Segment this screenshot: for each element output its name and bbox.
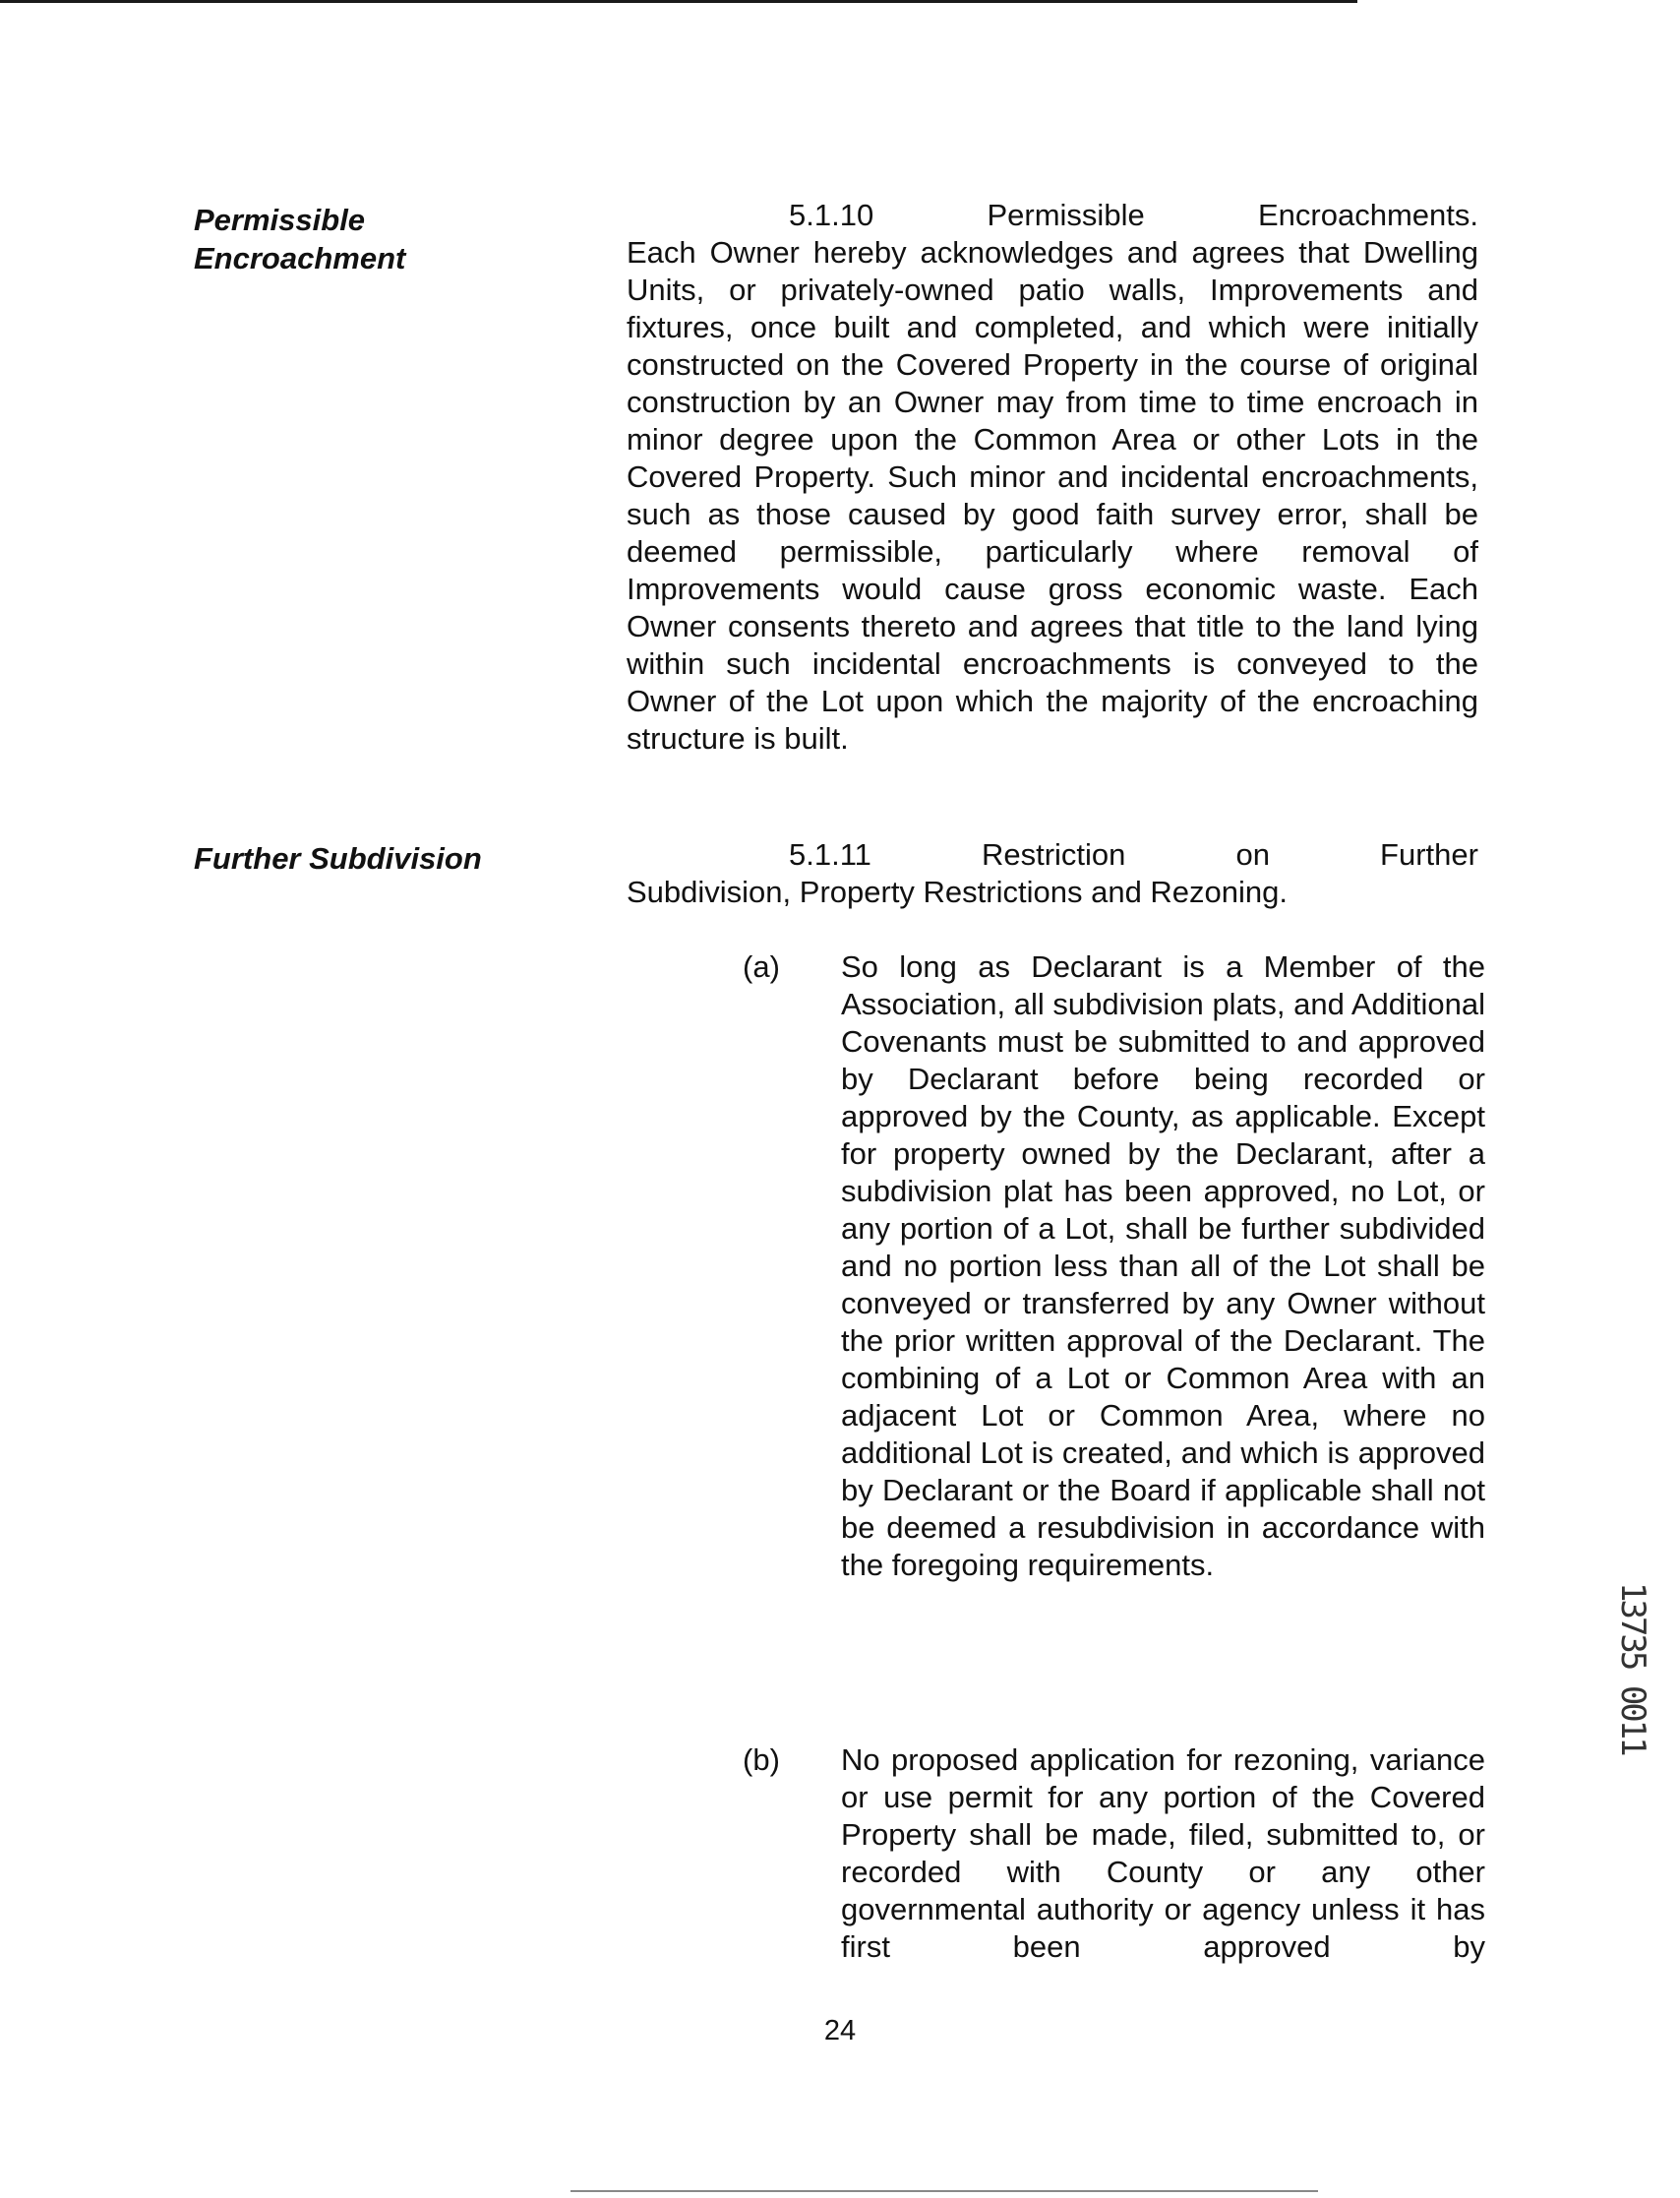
margin-heading-permissible-encroachment: Permissible Encroachment <box>194 203 406 275</box>
section-5-1-10 <box>627 197 1478 758</box>
section-title-word: Permissible <box>987 198 1145 232</box>
recording-number-stamp: 13735 0011 <box>1613 1582 1652 1754</box>
section-title-word: on <box>1235 837 1270 872</box>
section-body-paragraph: Each Owner hereby acknowledges and agrees that Dwelling Units, or privately-owned patio walls, Improvements and fixtures, once built and completed, and which were initially constructed on the Covered Property in the course of original construction by an Owner may from time to time encroach in minor degree upon the Common Area or other Lots in the Covered Property. Such minor and incidental encroachments, such as those caused by good faith survey error, shall be deemed permissible, particularly where removal of Improvements would cause gross economic waste. Each Owner consents thereto and agrees that title to the land lying within such incidental encroachments is conveyed to the Owner of the Lot upon which the majority of the encroaching structure is built. <box>627 235 1478 756</box>
section-title-continuation: Subdivision, Property Restrictions and Rezoning. <box>627 875 1289 909</box>
subsection-label: (a) <box>743 949 780 984</box>
page-number: 24 <box>823 2015 857 2046</box>
bottom-scan-line <box>570 2190 1318 2192</box>
section-title-word: Restriction <box>981 837 1126 872</box>
subsection-b <box>743 1741 1485 1966</box>
top-border-line <box>0 0 1357 3</box>
section-number: 5.1.10 <box>789 198 874 232</box>
subsection-text: No proposed application for rezoning, variance or use permit for any portion of the Covered Property shall be made, filed, submitted to, or recorded with County or any other governmental authority or agency unless it has first been approved by <box>841 1742 1485 1964</box>
section-title-word: Further <box>1380 837 1478 872</box>
subsection-text: So long as Declarant is a Member of the Association, all subdivision plats, and Additional Covenants must be submitted to and approved by Declarant before being recorded or approved by the County, as applicable. Except for property owned by the Declarant, after a subdivision plat has been approved, no Lot, or any portion of a Lot, shall be further subdivided and no portion less than all of the Lot shall be conveyed or transferred by any Owner without the prior written approval of the Declarant. The combining of a Lot or Common Area with an adjacent Lot or Common Area, where no additional Lot is created, and which is approved by Declarant or the Board if applicable shall not be deemed a resubdivision in accordance with the foregoing requirements. <box>841 949 1485 1582</box>
margin-heading-further-subdivision: Further Subdivision <box>194 841 482 876</box>
section-number: 5.1.11 <box>789 837 871 872</box>
section-title-word: Encroachments. <box>1257 198 1478 232</box>
subsection-label: (b) <box>743 1742 780 1777</box>
section-heading-line <box>627 836 1478 874</box>
section-heading-line <box>627 197 1478 234</box>
subsection-a <box>743 948 1485 1584</box>
section-5-1-11 <box>627 836 1478 911</box>
